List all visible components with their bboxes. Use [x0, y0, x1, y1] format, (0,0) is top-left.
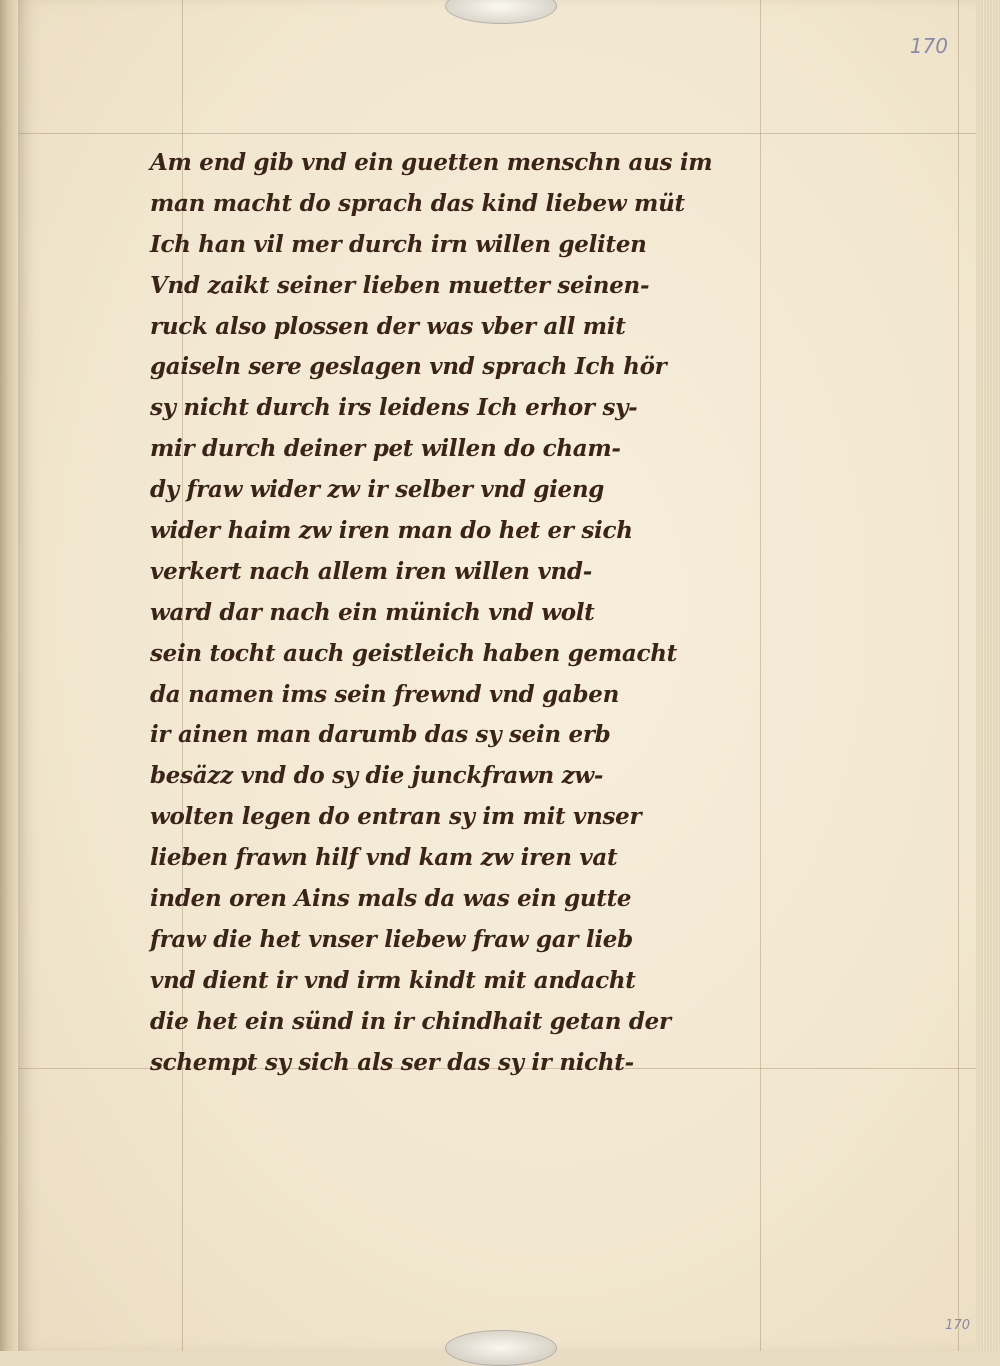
margin-rule-outer [958, 0, 959, 1351]
manuscript-text-block [150, 143, 830, 1083]
text-line: inden oren Ains mals da was ein gutte [150, 885, 632, 913]
text-line: sein tocht auch geistleich haben gemacht [150, 639, 677, 667]
text-line: ruck also plossen der was vber all mit [150, 312, 626, 340]
text-line: mir durch deiner pet willen do cham- [150, 435, 621, 463]
page-fore-edge [976, 0, 1000, 1351]
text-line: sy nicht durch irs leidens Ich erhor sy- [150, 394, 638, 422]
text-line: wider haim zw iren man do het er sich [150, 517, 633, 545]
text-line: die het ein sünd in ir chindhait getan der [150, 1007, 671, 1035]
text-line: Ich han vil mer durch irn willen geliten [150, 230, 647, 258]
text-line: vnd dient ir vnd irm kindt mit andacht [150, 966, 636, 994]
text-line: fraw die het vnser liebew fraw gar lieb [150, 925, 633, 953]
text-line: ward dar nach ein münich vnd wolt [150, 598, 595, 626]
text-line: verkert nach allem iren willen vnd- [150, 557, 592, 585]
margin-rule-top [18, 133, 980, 134]
text-line: man macht do sprach das kind liebew müt [150, 189, 685, 217]
text-line: lieben frawn hilf vnd kam zw iren vat [150, 844, 618, 872]
folio-number-top: 170 [909, 34, 948, 58]
text-line: da namen ims sein frewnd vnd gaben [150, 680, 620, 708]
text-line: besäzz vnd do sy die junckfrawn zw- [150, 762, 604, 790]
text-line: Vnd zaikt seiner lieben muetter seinen- [150, 271, 650, 299]
text-line: schempt sy sich als ser das sy ir nicht- [150, 1048, 634, 1076]
text-line: Am end gib vnd ein guetten menschn aus im [150, 149, 713, 176]
text-line: dy fraw wider zw ir selber vnd gieng [150, 476, 605, 504]
text-line: wolten legen do entran sy im mit vnser [150, 803, 642, 831]
folio-number-bottom: 170 [945, 1318, 970, 1333]
text-line: ir ainen man darumb das sy sein erb [150, 721, 611, 749]
page-clip-bottom [445, 1330, 557, 1366]
text-line: gaiseln sere geslagen vnd sprach Ich hör [150, 353, 667, 381]
